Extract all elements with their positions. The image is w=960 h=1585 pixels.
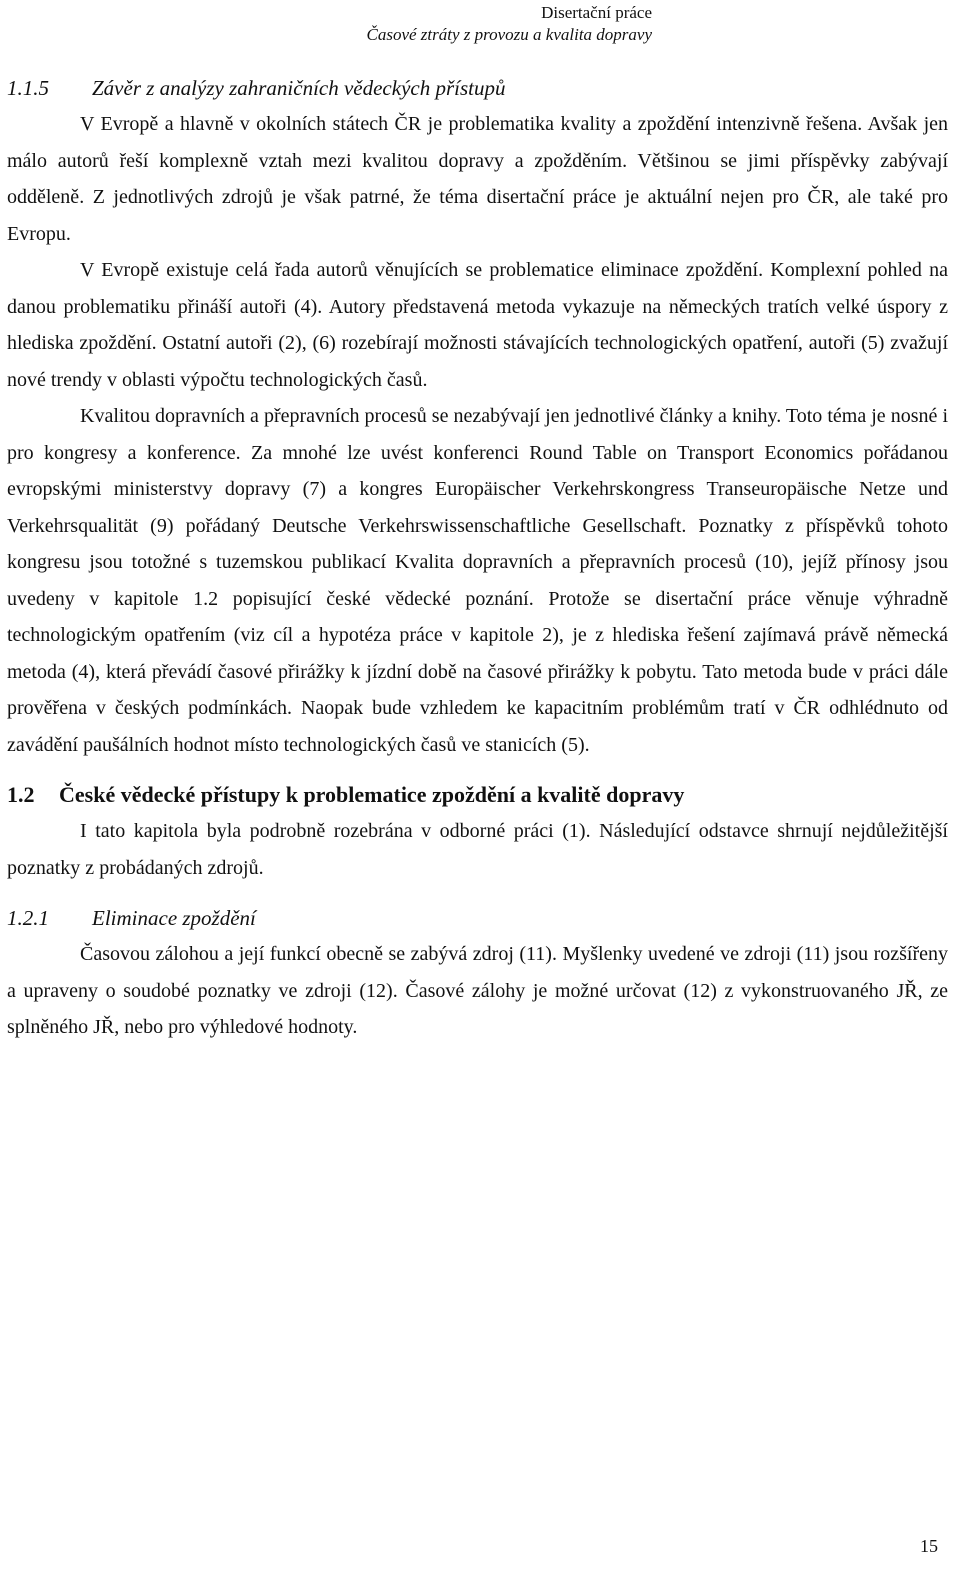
section-heading-1-1-5 (7, 70, 948, 106)
section-number: 1.1.5 (7, 76, 49, 100)
section-title: Závěr z analýzy zahraničních vědeckých přístupů (92, 76, 506, 100)
paragraph: V Evropě a hlavně v okolních státech ČR je problematika kvality a zpoždění intenzivně řešena. Avšak jen málo autorů řeší komplexně vztah mezi kvalitou dopravy a zpožděním. Většinou se jimi příspěvky zabývají odděleně. Z jednotlivých zdrojů je však patrné, že téma disertační práce je aktuální nejen pro ČR, ale také pro Evropu. (7, 113, 948, 245)
section-heading-1-2-1 (7, 900, 948, 936)
section-number: 1.2 (7, 782, 35, 807)
section-title: Eliminace zpoždění (92, 906, 256, 930)
section-number: 1.2.1 (7, 906, 49, 930)
section-title: České vědecké přístupy k problematice zpoždění a kvalitě dopravy (59, 782, 685, 807)
document-body (7, 70, 948, 1046)
page-number: 15 (920, 1536, 938, 1556)
running-header (367, 2, 653, 46)
section-heading-1-2 (7, 777, 948, 813)
paragraph: Časovou zálohou a její funkcí obecně se zabývá zdroj (11). Myšlenky uvedené ve zdroji (11) jsou rozšířeny a upraveny o soudobé poznatky ve zdroji (12). Časové zálohy je možné určovat (12) z vykonstruovaného JŘ, ze splněného JŘ, nebo pro výhledové hodnoty. (7, 943, 948, 1038)
paragraph: I tato kapitola byla podrobně rozebrána v odborné práci (1). Následující odstavce shrnují nejdůležitější poznatky z probádaných zdrojů. (7, 820, 948, 879)
header-document-title: Časové ztráty z provozu a kvalita dopravy (366, 25, 652, 44)
header-document-type: Disertační práce (541, 3, 652, 22)
paragraph: V Evropě existuje celá řada autorů věnujících se problematice eliminace zpoždění. Komplexní pohled na danou problematiku přináší autoři (4). Autory představená metoda vykazuje na německých tratích velké úspory z hlediska zpoždění. Ostatní autoři (2), (6) rozebírají možnosti stávajících technologických opatření, autoři (5) zvažují nové trendy v oblasti výpočtu technologických časů. (7, 259, 948, 391)
paragraph: Kvalitou dopravních a přepravních procesů se nezabývají jen jednotlivé články a knihy. Toto téma je nosné i pro kongresy a konference. Za mnohé lze uvést konferenci Round Table on Transport Economics pořádanou evropskými ministerstvy dopravy (7) a kongres Europäischer Verkehrskongress Transeuropäische Netze und Verkehrsqualität (9) pořádaný Deutsche Verkehrswissenschaftliche Gesellschaft. Poznatky z příspěvků tohoto kongresu jsou totožné s tuzemskou publikací Kvalita dopravních a přepravních procesů (10), jejíž přínosy jsou uvedeny v kapitole 1.2 popisující české vědecké poznání. Protože se disertační práce věnuje výhradně technologickým opatřením (viz cíl a hypotéza práce v kapitole 2), je z hlediska řešení zajímavá právě německá metoda (4), která převádí časové přirážky k jízdní době na časové přirážky k pobytu. Tato metoda bude v práci dále prověřena v českých podmínkách. Naopak bude vzhledem ke kapacitním problémům tratí v ČR odhlédnuto od zavádění paušálních hodnot místo technologických časů ve stanicích (5). (7, 405, 948, 756)
